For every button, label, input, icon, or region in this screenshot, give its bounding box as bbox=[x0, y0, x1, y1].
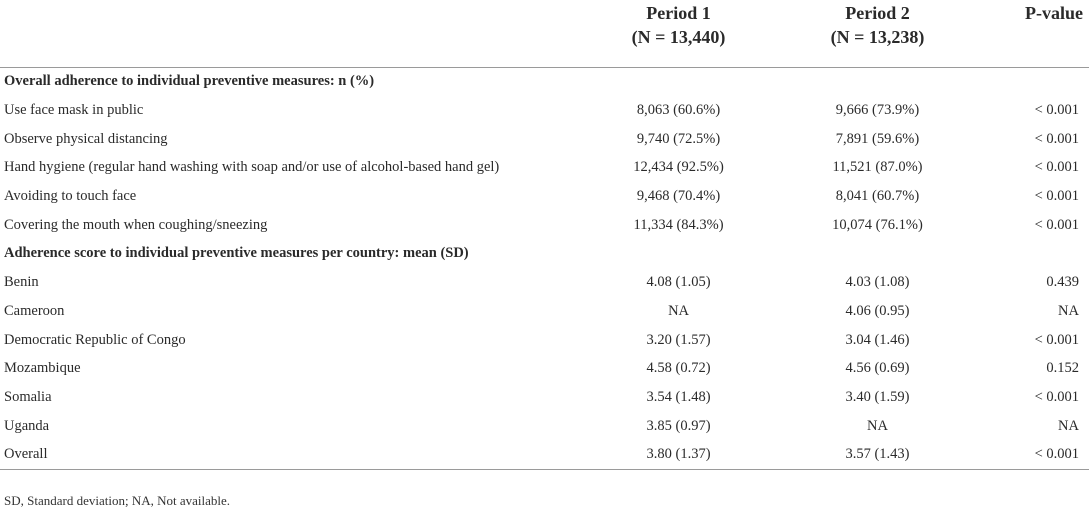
table-row bbox=[0, 383, 1089, 412]
table-row bbox=[0, 326, 1089, 355]
table-row bbox=[0, 297, 1089, 326]
header-period-1 bbox=[567, 0, 791, 67]
section-row bbox=[0, 67, 1089, 96]
period-1-value: 3.85 (0.97) bbox=[646, 417, 711, 434]
row-label: Somalia bbox=[4, 388, 52, 405]
header-pvalue bbox=[965, 0, 1089, 67]
table-row bbox=[0, 268, 1089, 297]
pvalue-value: < 0.001 bbox=[1034, 159, 1079, 176]
row-label: Overall bbox=[4, 446, 48, 463]
row-label: Covering the mouth when coughing/sneezing bbox=[4, 216, 268, 233]
row-label: Hand hygiene (regular hand washing with soap and/or use of alcohol-based hand gel) bbox=[4, 159, 500, 176]
pvalue-value: < 0.001 bbox=[1034, 446, 1079, 463]
row-label: Mozambique bbox=[4, 360, 81, 377]
period-2-value bbox=[790, 67, 964, 96]
row-label: Benin bbox=[4, 274, 39, 291]
table-footnote: SD, Standard deviation; NA, Not available. bbox=[4, 493, 231, 508]
pvalue-value: NA bbox=[1058, 417, 1079, 434]
period-2-value: 4.56 (0.69) bbox=[845, 360, 910, 377]
period-1-value bbox=[567, 67, 791, 96]
table-row bbox=[0, 154, 1089, 183]
pvalue-value bbox=[965, 67, 1089, 96]
period-2-n: (N = 13,238) bbox=[830, 27, 925, 47]
period-1-value: 3.80 (1.37) bbox=[646, 446, 711, 463]
table-row bbox=[0, 354, 1089, 383]
pvalue-value: < 0.001 bbox=[1034, 102, 1079, 119]
section-label: Overall adherence to individual preventive measures: n (%) bbox=[4, 73, 375, 90]
pvalue-value: 0.152 bbox=[1046, 360, 1079, 377]
section-label: Adherence score to individual preventive measures per country: mean (SD) bbox=[4, 245, 469, 262]
pvalue-value: NA bbox=[1058, 302, 1079, 319]
table-row bbox=[0, 125, 1089, 154]
row-label: Cameroon bbox=[4, 302, 65, 319]
row-label: Avoiding to touch face bbox=[4, 188, 137, 205]
table-row bbox=[0, 182, 1089, 211]
period-1-value: 3.20 (1.57) bbox=[646, 331, 711, 348]
pvalue-value: 0.439 bbox=[1046, 274, 1079, 291]
period-1-value: 9,468 (70.4%) bbox=[636, 188, 721, 205]
period-1-value: 4.08 (1.05) bbox=[646, 274, 711, 291]
header-period-2 bbox=[790, 0, 964, 67]
pvalue-title: P-value bbox=[1025, 3, 1083, 23]
period-2-title: Period 2 bbox=[845, 3, 910, 23]
pvalue-value: < 0.001 bbox=[1034, 188, 1079, 205]
pvalue-value: < 0.001 bbox=[1034, 216, 1079, 233]
pvalue-value: < 0.001 bbox=[1034, 388, 1079, 405]
period-1-n: (N = 13,440) bbox=[631, 27, 726, 47]
period-1-value: 8,063 (60.6%) bbox=[636, 102, 721, 119]
period-1-value: 3.54 (1.48) bbox=[646, 388, 711, 405]
period-2-value: 3.57 (1.43) bbox=[845, 446, 910, 463]
period-1-value: 4.58 (0.72) bbox=[646, 360, 711, 377]
table-row bbox=[0, 211, 1089, 240]
period-2-value: 7,891 (59.6%) bbox=[835, 130, 920, 147]
pvalue-value bbox=[965, 240, 1089, 269]
period-2-value: 10,074 (76.1%) bbox=[832, 216, 923, 233]
table-row bbox=[0, 440, 1089, 469]
period-2-value: 3.04 (1.46) bbox=[845, 331, 910, 348]
period-1-value bbox=[567, 240, 791, 269]
period-1-value: 11,334 (84.3%) bbox=[633, 216, 724, 233]
row-label: Use face mask in public bbox=[4, 102, 144, 119]
pvalue-value: < 0.001 bbox=[1034, 130, 1079, 147]
period-2-value: 9,666 (73.9%) bbox=[835, 102, 920, 119]
period-2-value: NA bbox=[867, 417, 888, 434]
period-1-value: NA bbox=[668, 302, 690, 319]
period-2-value: 4.03 (1.08) bbox=[845, 274, 910, 291]
row-label: Observe physical distancing bbox=[4, 130, 168, 147]
period-2-value: 4.06 (0.95) bbox=[845, 302, 910, 319]
period-1-value: 9,740 (72.5%) bbox=[636, 130, 721, 147]
period-2-value: 8,041 (60.7%) bbox=[835, 188, 920, 205]
table-row bbox=[0, 412, 1089, 441]
table-body bbox=[0, 67, 1089, 470]
row-label: Democratic Republic of Congo bbox=[4, 331, 186, 348]
row-label: Uganda bbox=[4, 417, 50, 434]
period-2-value bbox=[790, 240, 964, 269]
period-1-value: 12,434 (92.5%) bbox=[633, 159, 724, 176]
section-row bbox=[0, 240, 1089, 269]
period-2-value: 3.40 (1.59) bbox=[845, 388, 910, 405]
period-1-title: Period 1 bbox=[646, 3, 711, 23]
table-header bbox=[0, 0, 1089, 67]
pvalue-value: < 0.001 bbox=[1034, 331, 1079, 348]
header-label-cell bbox=[0, 0, 567, 67]
table-row bbox=[0, 96, 1089, 125]
period-2-value: 11,521 (87.0%) bbox=[832, 159, 923, 176]
